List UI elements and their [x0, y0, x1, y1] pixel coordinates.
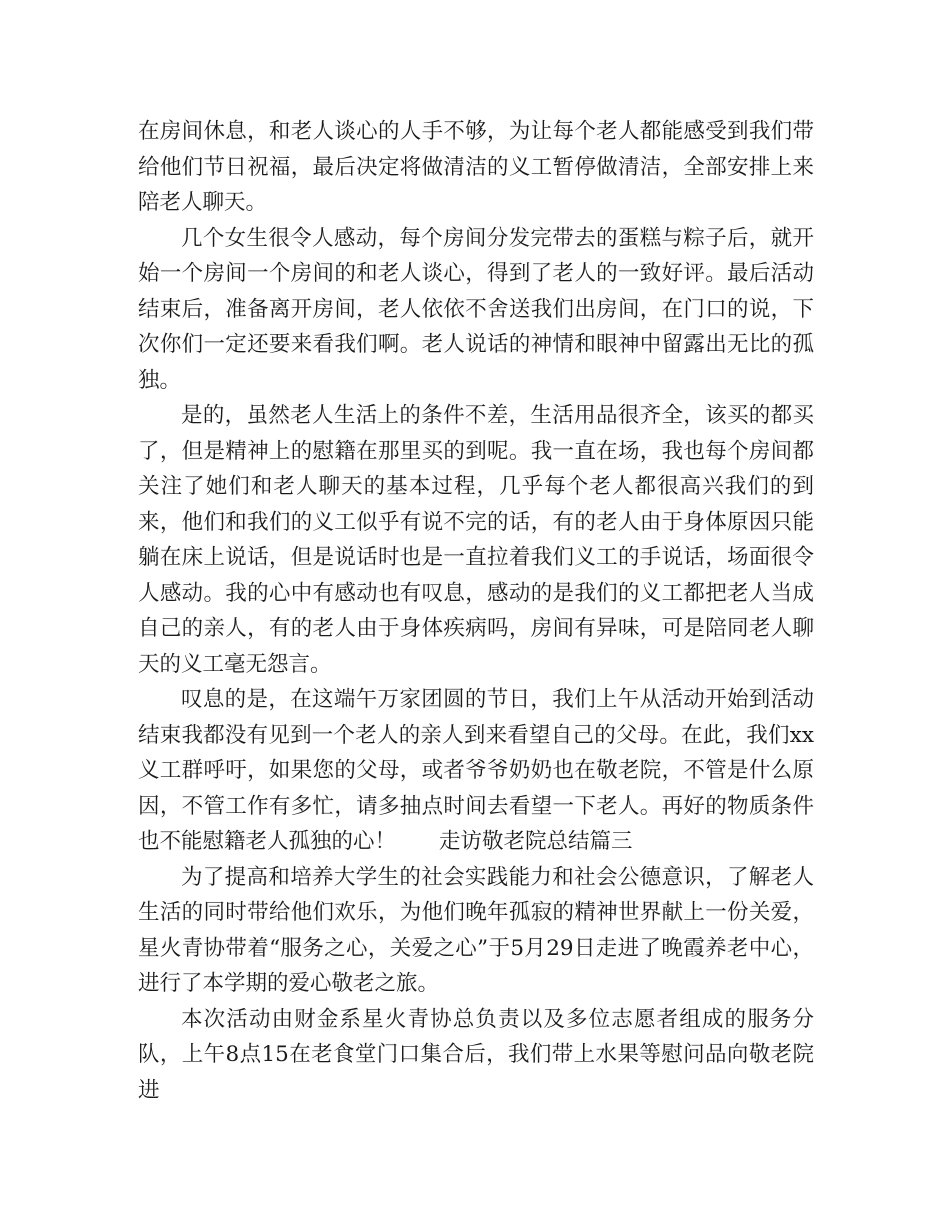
paragraph-1: 在房间休息，和老人谈心的人手不够，为让每个老人都能感受到我们带给他们节日祝福，最后决定将做清洁的义工暂停做清洁，全部安排上来陪老人聊天。 — [138, 119, 814, 215]
document-body — [138, 114, 814, 1108]
paragraph-3: 是的，虽然老人生活上的条件不差，生活用品很齐全，该买的都买了，但是精神上的慰籍在那里买的到呢。我一直在场，我也每个房间都关注了她们和老人聊天的基本过程，几乎每个老人都很高兴我们的到来，他们和我们的义工似乎有说不完的话，有的老人由于身体原因只能躺在床上说话，但是说话时也是一直拉着我们义工的手说话，场面很令人感动。我的心中有感动也有叹息，感动的是我们的义工都把老人当成自己的亲人，有的老人由于身体疾病吗，房间有异味，可是陪同老人聊天的义工毫无怨言。 — [138, 403, 814, 677]
paragraph-6: 本次活动由财金系星火青协总负责以及多位志愿者组成的服务分队，上午8点15在老食堂门口集合后，我们带上水果等慰问品向敬老院进 — [138, 1006, 814, 1103]
paragraph-4: 叹息的是，在这端午万家团圆的节日，我们上午从活动开始到活动结束我都没有见到一个老人的亲人到来看望自己的父母。在此，我们xx义工群呼吁，如果您的父母，或者爷爷奶奶也在敬老院，不管是什么原因，不管工作有多忙，请多抽点时间去看望一下老人。再好的物质条件也不能慰籍老人孤独的心！ 走访敬老院总结篇三 — [138, 687, 814, 854]
paragraph-2: 几个女生很令人感动，每个房间分发完带去的蛋糕与粽子后，就开始一个房间一个房间的和老人谈心，得到了老人的一致好评。最后活动结束后，准备离开房间，老人依依不舍送我们出房间，在门口的说，下次你们一定还要来看我们啊。老人说话的神情和眼神中留露出无比的孤独。 — [138, 225, 814, 393]
paragraph-5: 为了提高和培养大学生的社会实践能力和社会公德意识，了解老人生活的同时带给他们欢乐，为他们晚年孤寂的精神世界献上一份关爱，星火青协带着“服务之心，关爱之心”于5月29日走进了晚霞养老中心，进行了本学期的爱心敬老之旅。 — [138, 864, 814, 996]
